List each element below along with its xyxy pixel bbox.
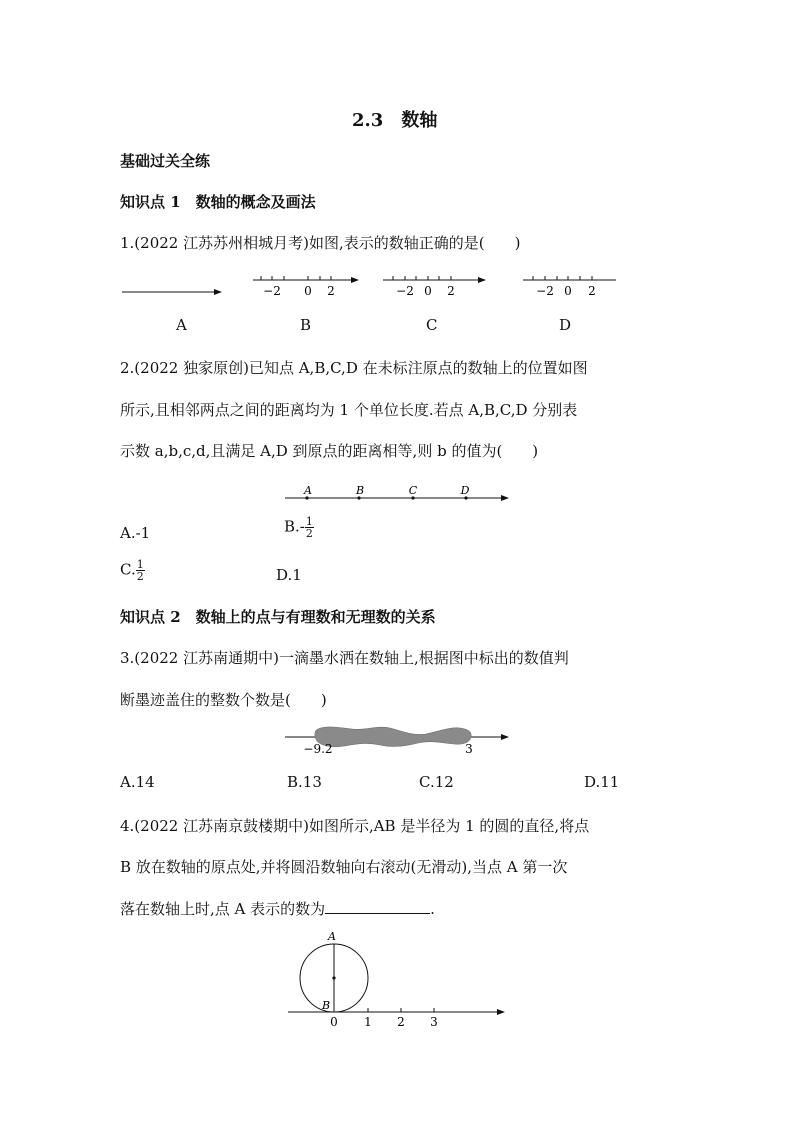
fraction-denominator: 2 [305,527,313,540]
tick-label: 2 [397,1015,405,1029]
option-b-label: B [300,316,312,334]
tick-label: −2 [396,284,414,298]
option-d-label: D [559,316,572,334]
page-title: 2.3 数轴 [352,110,438,131]
tick-label: 0 [330,1015,338,1029]
option-b-figure [253,276,359,298]
question-2-number-line [280,480,520,506]
knowledge-point-2-heading: 知识点 2 数轴上的点与有理数和无理数的关系 [120,608,436,626]
option-c-label: C [426,316,438,334]
option-b-prefix: B.- [284,517,305,536]
option-c-prefix: C. [120,560,136,579]
left-value-label: −9.2 [303,742,333,756]
question-3-number-line [280,722,520,756]
question-4-period: . [430,900,435,918]
question-2-option-d: D.1 [276,566,302,584]
tick-label: 0 [304,284,312,298]
tick-label: −2 [536,284,554,298]
fraction-denominator: 2 [136,570,144,583]
question-4-line-1: 4.(2022 江苏南京鼓楼期中)如图所示,AB 是半径为 1 的圆的直径,将点 [120,817,590,835]
tick-label: 0 [424,284,432,298]
question-2-line-3: 示数 a,b,c,d,且满足 A,D 到原点的距离相等,则 b 的值为( ) [120,442,539,460]
section-heading: 基础过关全练 [120,152,211,170]
point-d-label: D [460,484,470,497]
fraction-one-half [305,516,314,539]
fraction-numerator: 1 [305,515,313,528]
question-4-circle-figure [282,928,512,1034]
question-4-line-3-text: 落在数轴上时,点 A 表示的数为 [120,900,326,918]
fraction-one-half [136,559,145,582]
question-2-option-a: A.-1 [120,524,151,542]
tick-label: 1 [364,1015,372,1029]
answer-blank[interactable] [325,899,430,914]
question-3-line-1: 3.(2022 江苏南通期中)一滴墨水洒在数轴上,根据图中标出的数值判 [120,649,569,667]
question-3-option-b: B.13 [287,773,322,791]
point-a-label: A [304,484,312,497]
tick-label: 0 [564,284,572,298]
tick-label: −2 [263,284,281,298]
question-3-line-2: 断墨迹盖住的整数个数是( ) [120,691,327,709]
ink-blot [315,727,471,747]
point-a-label: A [328,930,336,943]
tick-label: 2 [327,284,335,298]
question-3-option-c: C.12 [419,773,454,791]
question-2-line-1: 2.(2022 独家原创)已知点 A,B,C,D 在未标注原点的数轴上的位置如图 [120,359,588,377]
option-a-figure [122,289,222,295]
option-d-figure [523,276,616,298]
question-2-option-c [120,559,145,582]
tick-label: 2 [588,284,596,298]
question-4-line-3 [120,898,435,919]
point-b-label: B [355,484,365,497]
question-2-option-b [284,516,314,539]
right-value-label: 3 [465,742,473,756]
option-a-label: A [176,316,187,334]
point-c-label: C [408,484,418,497]
question-3-option-a: A.14 [120,773,155,791]
question-4-line-2: B 放在数轴的原点处,并将圆沿数轴向右滚动(无滑动),当点 A 第一次 [120,858,568,876]
point-b-label: B [321,999,331,1012]
knowledge-point-1-heading: 知识点 1 数轴的概念及画法 [120,193,316,211]
tick-label: 3 [430,1015,438,1029]
option-c-figure [383,276,486,298]
question-1-figures [118,272,628,306]
question-3-option-d: D.11 [584,773,620,791]
question-2-line-2: 所示,且相邻两点之间的距离均为 1 个单位长度.若点 A,B,C,D 分别表 [120,401,578,419]
fraction-numerator: 1 [136,558,144,571]
question-1-text: 1.(2022 江苏苏州相城月考)如图,表示的数轴正确的是( ) [120,234,521,252]
tick-label: 2 [447,284,455,298]
